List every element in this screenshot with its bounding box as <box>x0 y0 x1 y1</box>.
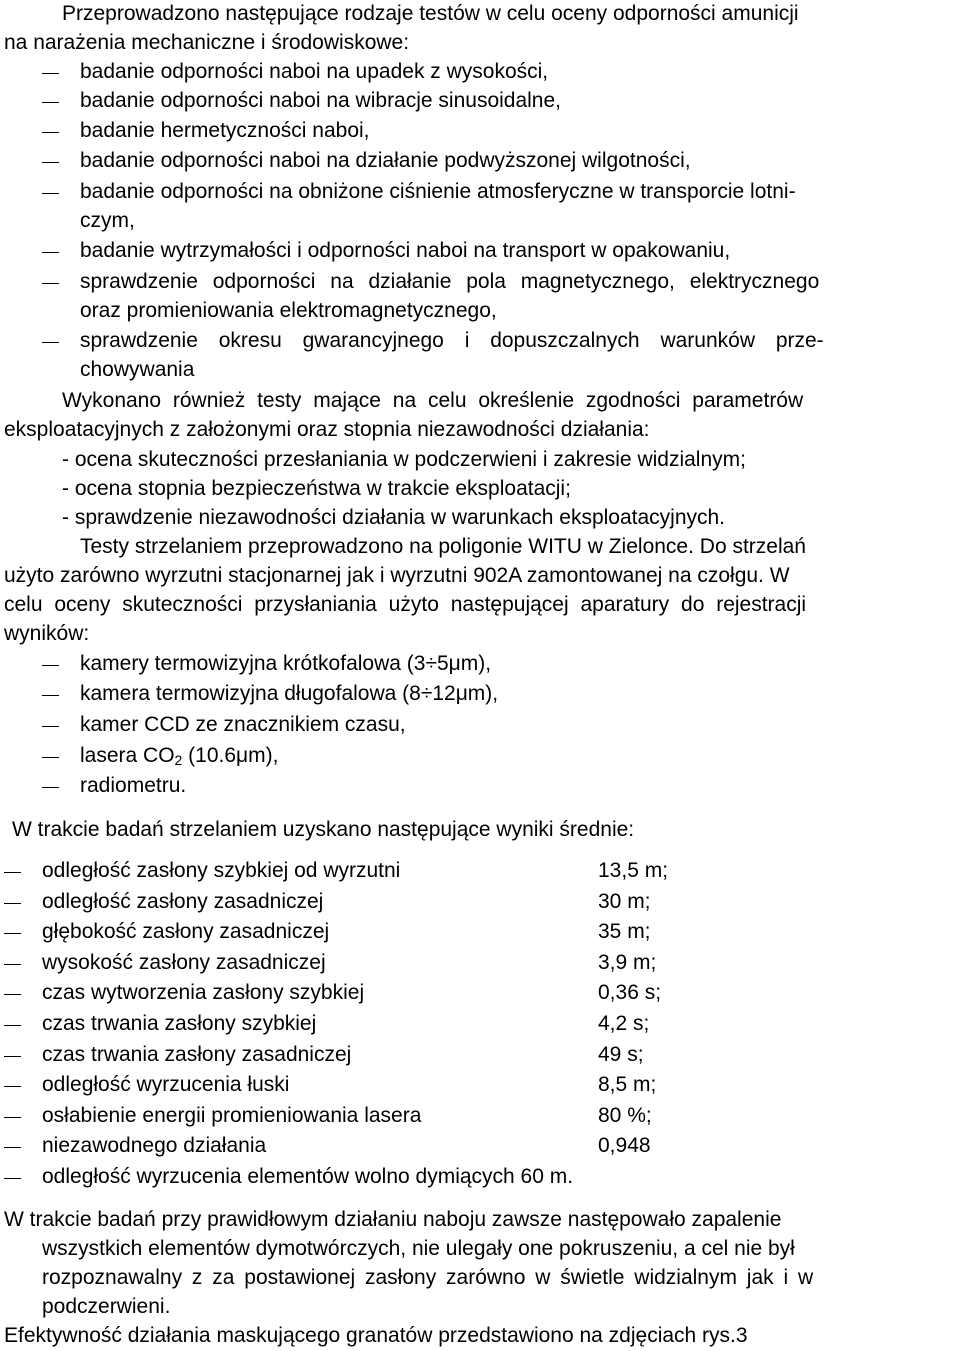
result-label: głębokość zasłony zasadniczej <box>42 920 330 943</box>
paragraph-line: Testy strzelaniem przeprowadzono na poligonie WITU w Zielonce. Do strzelań <box>80 535 806 558</box>
list-item: badanie odporności naboi na działanie podwyższonej wilgotności, <box>80 149 691 172</box>
equipment-item: kamery termowizyjna krótkofalowa (3÷5μm), <box>80 652 492 675</box>
bullet-dash <box>4 1086 21 1087</box>
equipment-item: kamera termowizyjna długofalowa (8÷12μm), <box>80 682 499 705</box>
paragraph-line: W trakcie badań przy prawidłowym działaniu naboju zawsze następowało zapalenie <box>4 1208 782 1231</box>
bullet-dash <box>4 1056 21 1057</box>
list-item-continuation: czym, <box>80 209 135 232</box>
result-label: odległość wyrzucenia łuski <box>42 1073 290 1096</box>
result-value: 4,2 s; <box>598 1012 650 1035</box>
result-label: odległość zasłony zasadniczej <box>42 890 324 913</box>
equipment-item: lasera $CO_2$ (10.6μm), <box>80 744 279 768</box>
list-item-continuation: oraz promieniowania elektromagnetycznego, <box>80 299 497 322</box>
list-item: - ocena skuteczności przesłaniania w podczerwieni i zakresie widzialnym; <box>62 448 746 471</box>
bullet-dash <box>4 964 21 965</box>
result-label: odległość wyrzucenia elementów wolno dymiących 60 m. <box>42 1165 574 1188</box>
bullet-dash <box>42 73 59 74</box>
list-item-continuation: chowywania <box>80 358 195 381</box>
list-item: - ocena stopnia bezpieczeństwa w trakcie eksploatacji; <box>62 477 571 500</box>
bullet-dash <box>42 132 59 133</box>
result-label: czas trwania zasłony zasadniczej <box>42 1043 352 1066</box>
result-label: niezawodnego działania <box>42 1134 267 1157</box>
result-label: czas trwania zasłony szybkiej <box>42 1012 317 1035</box>
bullet-dash <box>42 193 59 194</box>
result-value: 0,948 <box>598 1134 651 1157</box>
bullet-dash <box>42 252 59 253</box>
bullet-dash <box>4 903 21 904</box>
bullet-dash <box>42 726 59 727</box>
paragraph-line: eksploatacyjnych z założonymi oraz stopnia niezawodności działania: <box>4 418 650 441</box>
list-item: sprawdzenie odporności na działanie pola magnetycznego, elektrycznego <box>80 270 820 293</box>
intro-line-2: na narażenia mechaniczne i środowiskowe: <box>4 31 410 54</box>
list-item: badanie odporności na obniżone ciśnienie atmosferyczne w transporcie lotni- <box>80 180 796 203</box>
bullet-dash <box>4 1117 21 1118</box>
result-value: 80 %; <box>598 1104 652 1127</box>
bullet-dash <box>4 1025 21 1026</box>
result-value: 13,5 m; <box>598 859 669 882</box>
list-item: badanie wytrzymałości i odporności naboi na transport w opakowaniu, <box>80 239 731 262</box>
final-line: Efektywność działania maskującego granatów przedstawiono na zdjęciach rys.3 <box>4 1324 748 1347</box>
bullet-dash <box>42 695 59 696</box>
paragraph-line: celu oceny skuteczności przysłaniania użyto następującej aparatury do rejestracji <box>4 593 807 616</box>
paragraph-line: Wykonano również testy mające na celu określenie zgodności parametrów <box>62 389 804 412</box>
result-value: 0,36 s; <box>598 981 662 1004</box>
bullet-dash <box>4 933 21 934</box>
intro-line-1: Przeprowadzono następujące rodzaje testów w celu oceny odporności amunicji <box>62 2 799 25</box>
result-value: 3,9 m; <box>598 951 657 974</box>
bullet-dash <box>4 1147 21 1148</box>
result-label: osłabienie energii promieniowania lasera <box>42 1104 422 1127</box>
equipment-item: radiometru. <box>80 774 187 797</box>
paragraph-line: użyto zarówno wyrzutni stacjonarnej jak i wyrzutni 902A zamontowanej na czołgu. W <box>4 564 790 587</box>
result-label: odległość zasłony szybkiej od wyrzutni <box>42 859 401 882</box>
paragraph-line: wszystkich elementów dymotwórczych, nie ulegały one pokruszeniu, a cel nie był <box>42 1237 795 1260</box>
result-value: 8,5 m; <box>598 1073 657 1096</box>
equipment-item: kamer CCD ze znacznikiem czasu, <box>80 713 406 736</box>
bullet-dash <box>4 872 21 873</box>
list-item: badanie odporności naboi na upadek z wysokości, <box>80 60 549 83</box>
bullet-dash <box>42 342 59 343</box>
results-heading: W trakcie badań strzelaniem uzyskano następujące wyniki średnie: <box>12 818 635 841</box>
bullet-dash <box>42 787 59 788</box>
list-item: badanie hermetyczności naboi, <box>80 119 370 142</box>
bullet-dash <box>42 162 59 163</box>
paragraph-line: podczerwieni. <box>42 1295 171 1318</box>
result-label: wysokość zasłony zasadniczej <box>42 951 326 974</box>
bullet-dash <box>42 757 59 758</box>
list-item: badanie odporności naboi na wibracje sinusoidalne, <box>80 89 562 112</box>
bullet-dash <box>4 994 21 995</box>
result-value: 35 m; <box>598 920 651 943</box>
paragraph-line: rozpoznawalny z za postawionej zasłony zarówno w świetle widzialnym jak i w <box>42 1266 814 1289</box>
list-item: - sprawdzenie niezawodności działania w warunkach eksploatacyjnych. <box>62 506 726 529</box>
list-item: sprawdzenie okresu gwarancyjnego i dopuszczalnych warunków prze- <box>80 329 824 352</box>
bullet-dash <box>42 102 59 103</box>
result-value: 49 s; <box>598 1043 644 1066</box>
result-label: czas wytworzenia zasłony szybkiej <box>42 981 365 1004</box>
result-value: 30 m; <box>598 890 651 913</box>
bullet-dash <box>42 665 59 666</box>
bullet-dash <box>4 1178 21 1179</box>
bullet-dash <box>42 283 59 284</box>
paragraph-line: wyników: <box>4 622 90 645</box>
